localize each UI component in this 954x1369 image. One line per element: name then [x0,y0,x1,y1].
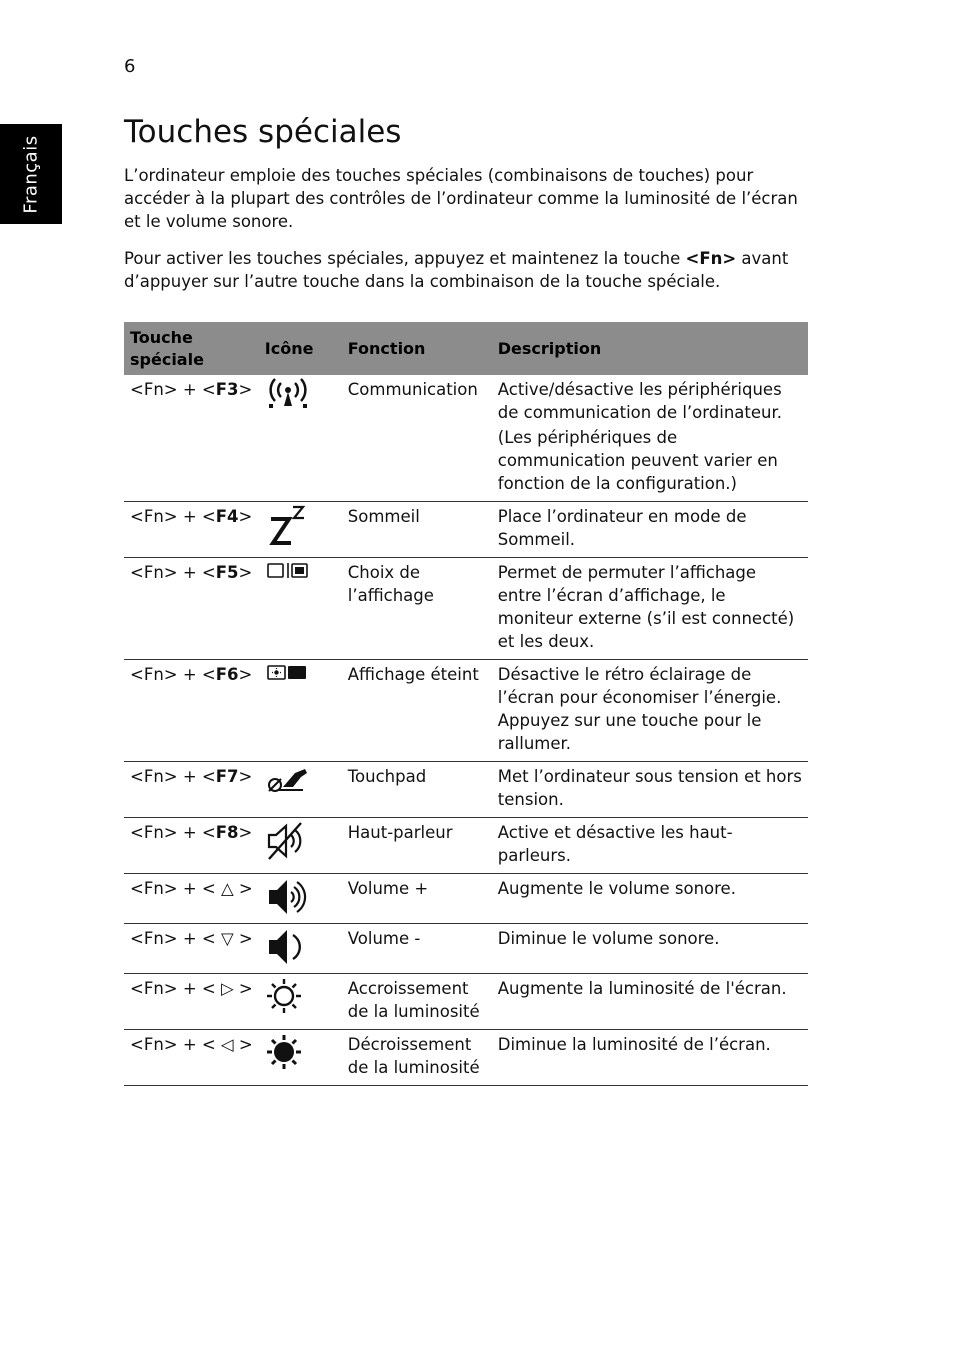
key-suffix: > [233,879,253,898]
description-cell [492,375,808,502]
function-cell: Choix de l’affichage [342,558,492,660]
touchpad-icon [265,765,311,795]
key-combo [124,660,259,762]
key-combo [124,818,259,874]
display-off-icon [265,663,311,683]
volume-up-icon [265,877,311,917]
description-cell: Désactive le rétro éclairage de l’écran pour économiser l’énergie. Appuyez sur une touche pour le rallumer. [492,660,808,762]
speaker-mute-icon [265,821,311,861]
key-combo [124,974,259,1030]
key-combo [124,874,259,924]
sleep-icon [265,505,311,547]
description-text: Active/désactive les périphériques de communication de l’ordinateur. [497,380,782,422]
description-cell: Permet de permuter l’affichage entre l’écran d’affichage, le moniteur externe (s’il est connecté) et les deux. [492,558,808,660]
table-row [124,874,808,924]
key-prefix: <Fn> + < [130,823,216,842]
key-suffix: > [238,563,253,582]
brightness-down-icon [265,1033,311,1071]
hotkey-table [124,322,808,1086]
function-cell: Accroissement de la luminosité [342,974,492,1030]
key-main: F3 [215,380,239,399]
table-row [124,558,808,660]
description-cell: Diminue le volume sonore. [492,924,808,974]
key-main: ◁ [220,1035,234,1054]
table-row [124,924,808,974]
key-prefix: <Fn> + < [130,929,221,948]
description-cell: Diminue la luminosité de l’écran. [492,1030,808,1086]
table-header-row [124,322,808,375]
key-prefix: <Fn> + < [130,665,216,684]
key-suffix: > [238,380,253,399]
description-cell: Augmente le volume sonore. [492,874,808,924]
key-combo [124,1030,259,1086]
table-row [124,502,808,558]
key-main: F4 [215,507,239,526]
table-row [124,974,808,1030]
key-prefix: <Fn> + < [130,767,216,786]
key-combo [124,502,259,558]
key-prefix: <Fn> + < [130,507,216,526]
display-toggle-icon [265,561,311,581]
header-function: Fonction [342,322,492,375]
wireless-icon [265,378,311,410]
key-suffix: > [233,1035,253,1054]
function-cell: Décroissement de la luminosité [342,1030,492,1086]
table-row [124,762,808,818]
description-cell: Place l’ordinateur en mode de Sommeil. [492,502,808,558]
key-suffix: > [238,507,253,526]
key-combo [124,558,259,660]
header-description: Description [492,322,808,375]
table-row [124,1030,808,1086]
language-tab [0,124,62,224]
key-main: F5 [215,563,239,582]
function-cell: Volume + [342,874,492,924]
instruction-paragraph [124,247,814,293]
function-cell: Touchpad [342,762,492,818]
key-main: F6 [215,665,239,684]
function-cell: Sommeil [342,502,492,558]
key-combo [124,762,259,818]
key-suffix: > [238,823,253,842]
key-suffix: > [238,665,253,684]
volume-down-icon [265,927,311,967]
key-main: F7 [215,767,239,786]
key-suffix: > [233,929,253,948]
function-cell: Communication [342,375,492,502]
page-title: Touches spéciales [124,114,402,150]
instruction-text-before: Pour activer les touches spéciales, appuyez et maintenez la touche [124,249,686,268]
table-row [124,660,808,762]
description-cell: Augmente la luminosité de l'écran. [492,974,808,1030]
intro-paragraph: L’ordinateur emploie des touches spéciales (combinaisons de touches) pour accéder à la plupart des contrôles de l’ordinateur comme la luminosité de l’écran et le volume sonore. [124,166,798,231]
key-main: F8 [215,823,239,842]
key-suffix: > [238,767,253,786]
instruction-text-after: avant d’appuyer sur l’autre touche dans la combinaison de la touche spéciale. [124,249,789,291]
brightness-up-icon [265,977,311,1015]
key-combo [124,924,259,974]
header-icon: Icône [259,322,342,375]
key-main: ▽ [220,929,234,948]
key-prefix: <Fn> + < [130,979,221,998]
function-cell: Haut-parleur [342,818,492,874]
key-combo [124,375,259,502]
key-main: △ [220,879,234,898]
key-prefix: <Fn> + < [130,1035,221,1054]
key-prefix: <Fn> + < [130,563,216,582]
key-prefix: <Fn> + < [130,879,221,898]
key-suffix: > [233,979,253,998]
language-tab-label: Français [20,134,42,214]
description-cell: Met l’ordinateur sous tension et hors tension. [492,762,808,818]
description-note: (Les périphériques de communication peuvent varier en fonction de la configuration.) [497,428,778,493]
description-cell: Active et désactive les haut-parleurs. [492,818,808,874]
fn-key-label: <Fn> [685,249,737,268]
function-cell: Volume - [342,924,492,974]
header-key: Touche spéciale [124,322,259,375]
table-row [124,818,808,874]
key-prefix: <Fn> + < [130,380,216,399]
function-cell: Affichage éteint [342,660,492,762]
key-main: ▷ [220,979,234,998]
page-number: 6 [124,56,136,77]
table-row [124,375,808,502]
